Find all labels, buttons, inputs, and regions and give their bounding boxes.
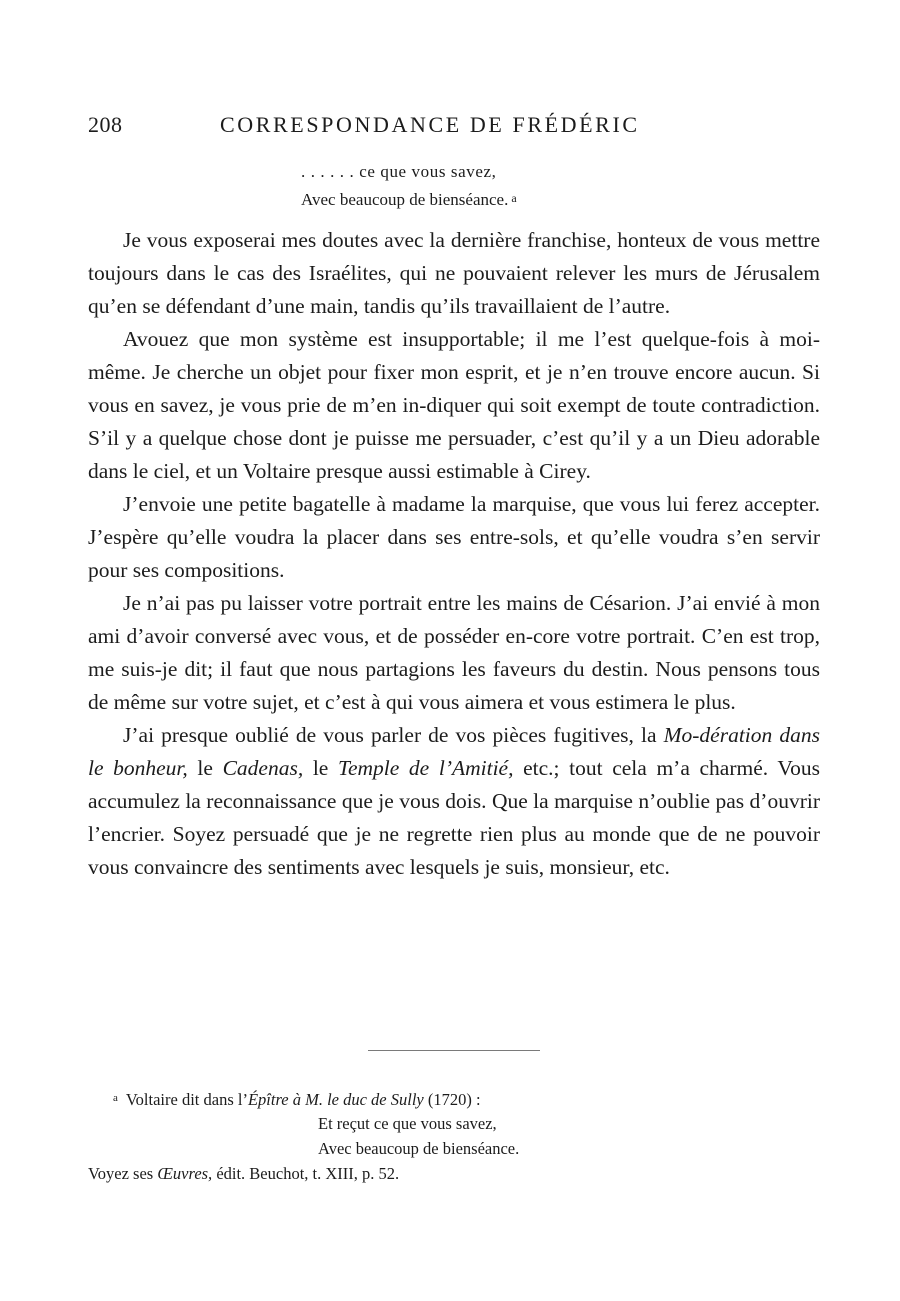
running-title: CORRESPONDANCE DE FRÉDÉRIC [220,112,640,137]
paragraph-3: J’envoie une petite bagatelle à madame la marquise, que vous lui ferez accepter. J’espère qu’elle voudra la placer dans ses entre-sols, et qu’elle voudra s’en servir pour ses compositions. [88,492,820,582]
page-number: 208 [88,112,123,137]
verse-line-1: . . . . . . ce que vous savez, [301,162,497,181]
paragraph-4: Je n’ai pas pu laisser votre portrait entre les mains de Césarion. J’ai envié à mon ami d’avoir conversé avec vous, et de posséder en-core votre portrait. C’en est trop, me suis-je dit; il faut que nous partagions les faveurs du destin. Nous pensons tous de même sur votre sujet, et c’est à qui vous aimera et vous estimera le plus. [88,591,820,714]
footnote-verse-1: Et reçut ce que vous savez, [318,1114,497,1133]
footnote-work-title: Épître à M. le duc de Sully [247,1090,424,1109]
paragraph-5 [88,719,820,884]
separator-2: le [303,756,338,780]
footnote-divider [368,1050,540,1051]
work-title-temple: Temple de l’Amitié, [337,756,514,780]
letter-body [88,224,820,884]
footnote-reference: a [511,191,517,205]
verse-line-2-text: Avec beaucoup de bienséance. [301,190,509,209]
page-header [88,112,820,142]
paragraph-1: Je vous exposerai mes doutes avec la dernière franchise, honteux de vous mettre toujours dans le cas des Israélites, qui ne pouvaient relever les murs de Jérusalem qu’en se défendant d’une main, tandis qu’ils travaillaient de l’autre. [88,228,820,318]
footnote-year: (1720) : [423,1090,481,1109]
footnote-mark: a [113,1092,118,1104]
footnote-ref-work: Œuvres, [157,1164,213,1183]
footnote-verse-2: Avec beaucoup de bienséance. [318,1139,520,1158]
footnote-intro: Voltaire dit dans l’ [125,1090,248,1109]
footnote-ref-post: édit. Beuchot, t. XIII, p. 52. [212,1164,400,1183]
paragraph-5-intro: J’ai presque oublié de vous parler de vos pièces fugitives, la [123,723,664,747]
footnote-line-1 [113,1086,481,1112]
paragraph-5-rest: etc.; tout cela m’a charmé. Vous accumulez la reconnaissance que je vous dois. Que la marquise n’oublie pas d’ouvrir l’encrier. Soyez persuadé que je ne regrette rien plus au monde que de ne pouvoir vous convaincre des sentiments avec lesquels je suis, monsieur, etc. [88,756,820,879]
verse-line-2 [301,184,517,214]
separator-1: le [187,756,223,780]
footnote-ref-pre: Voyez ses [88,1164,158,1183]
work-title-moderation: Mo-dération dans le bonheur, [88,723,820,780]
footnote-reference-line [88,1161,399,1186]
paragraph-2: Avouez que mon système est insupportable; il me l’est quelque-fois à moi-même. Je cherche un objet pour fixer mon esprit, et je n’en trouve encore aucun. Si vous en savez, je vous prie de m’en in-diquer qui soit exempt de toute contradiction. S’il y a quelque chose dont je puisse me persuader, c’est qu’il y a un Dieu adorable dans le ciel, et un Voltaire presque aussi estimable à Cirey. [88,327,820,483]
work-title-cadenas: Cadenas, [222,756,304,780]
